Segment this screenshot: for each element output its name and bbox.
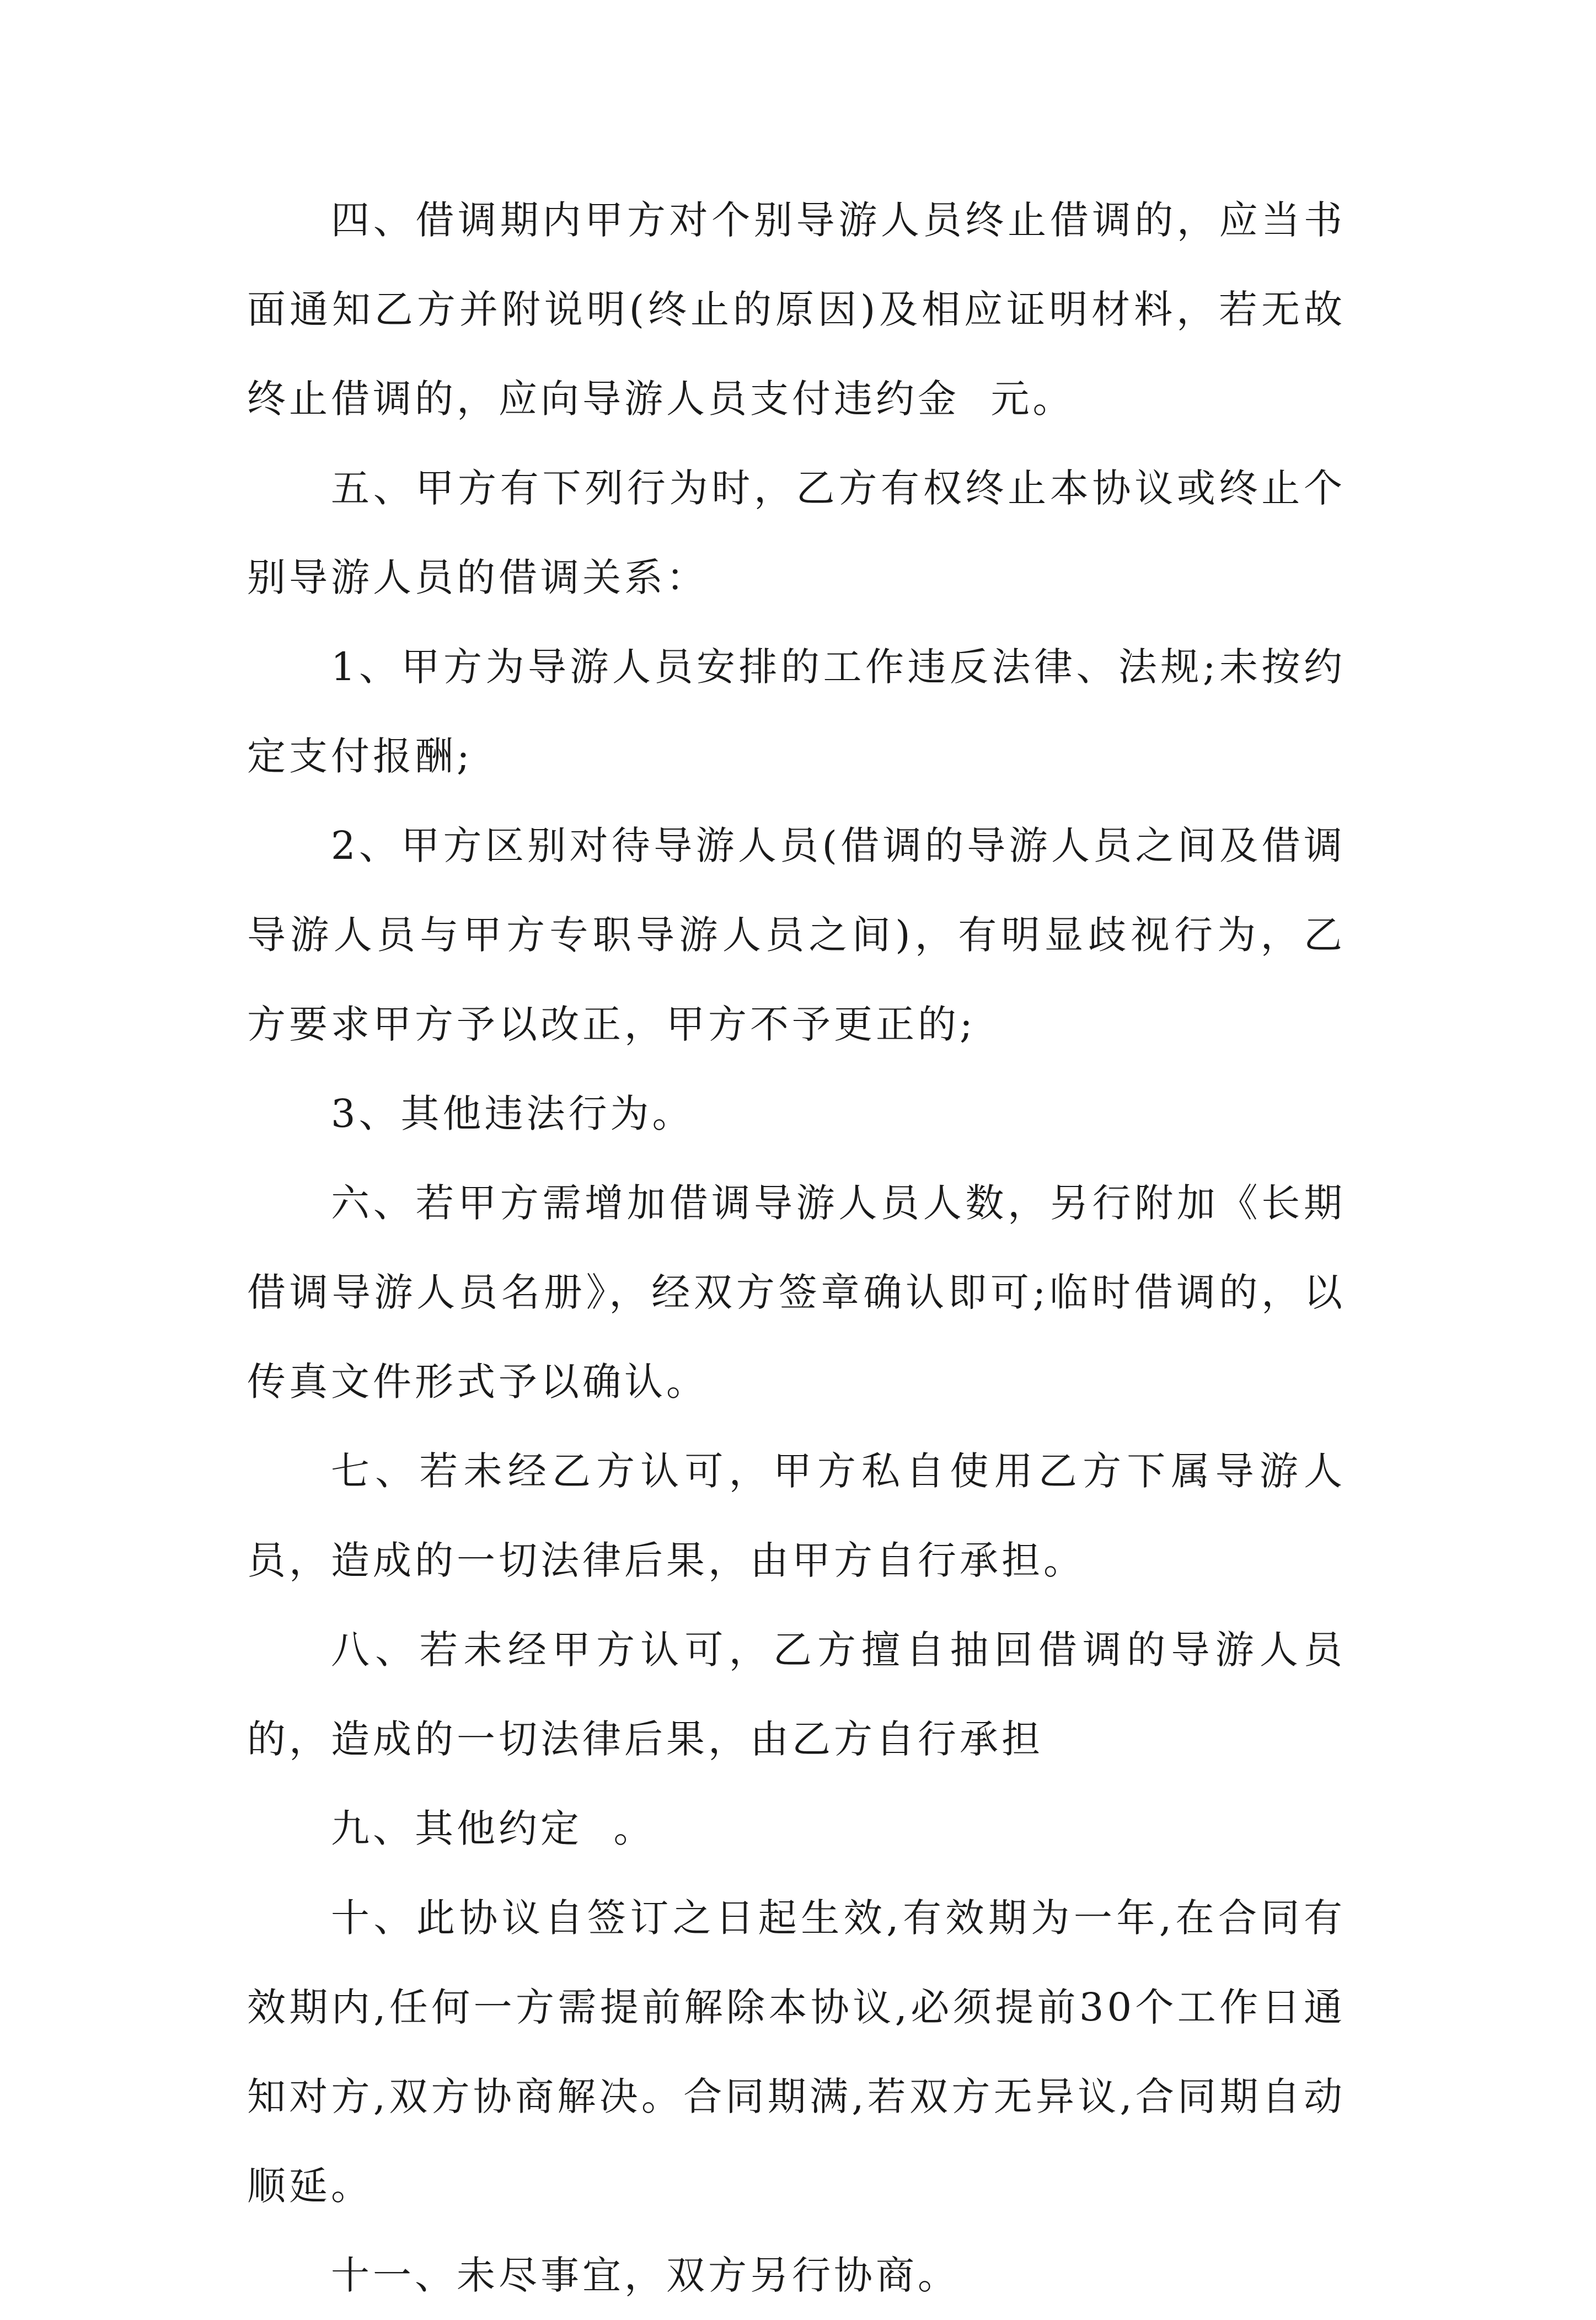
document-body [247,175,1346,2320]
clause-10-paragraph: 十、此协议自签订之日起生效,有效期为一年,在合同有效期内,任何一方需提前解除本协议,必须提前30个工作日通知对方,双方协商解决。合同期满,若双方无异议,合同期自动顺延。 [247,1895,1346,2209]
clause-6-paragraph: 六、若甲方需增加借调导游人员人数，另行附加《长期借调导游人员名册》，经双方签章确认即可;临时借调的，以传真文件形式予以确认。 [247,1180,1346,1404]
clause-5-item-2: 2、甲方区别对待导游人员(借调的导游人员之间及借调导游人员与甲方专职导游人员之间)，有明显歧视行为，乙方要求甲方予以改正，甲方不予更正的; [247,823,1346,1047]
clause-8-paragraph: 八、若未经甲方认可，乙方擅自抽回借调的导游人员的，造成的一切法律后果，由乙方自行承担 [247,1627,1346,1762]
clause-5-item-1: 1、甲方为导游人员安排的工作违反法律、法规;未按约定支付报酬; [247,644,1346,779]
clause-5-paragraph: 五、甲方有下列行为时，乙方有权终止本协议或终止个别导游人员的借调关系： [247,466,1346,600]
clause-9-paragraph: 九、其他约定 。 [331,1806,656,1851]
clause-5-item-3: 3、其他违法行为。 [331,1091,694,1136]
clause-11-paragraph: 十一、未尽事宜，双方另行协商。 [331,2253,960,2298]
clause-4-paragraph: 四、借调期内甲方对个别导游人员终止借调的，应当书面通知乙方并附说明(终止的原因)及相应证明材料，若无故终止借调的，应向导游人员支付违约金 元。 [247,197,1346,421]
clause-7-paragraph: 七、若未经乙方认可，甲方私自使用乙方下属导游人员，造成的一切法律后果，由甲方自行承担。 [247,1448,1346,1583]
